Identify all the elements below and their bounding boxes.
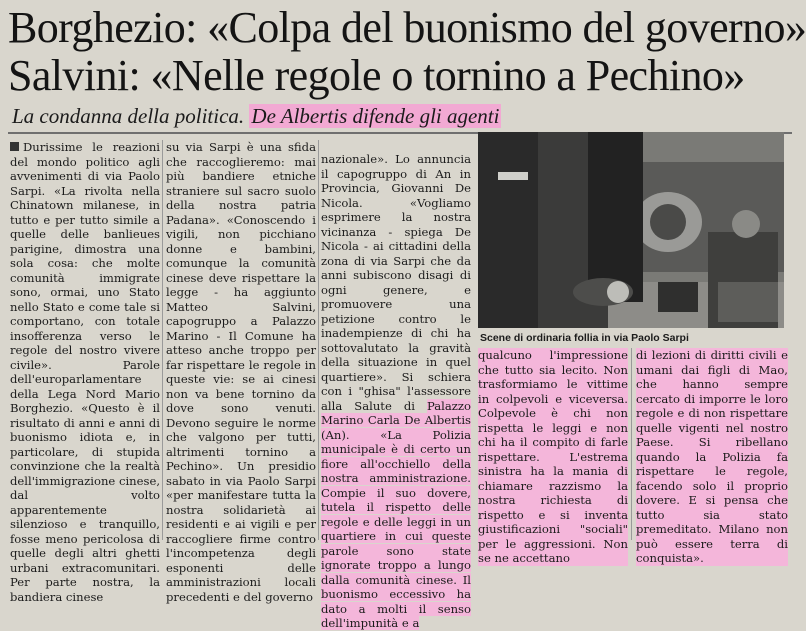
photo-caption: Scene di ordinaria follia in via Paolo Sarpi: [480, 332, 689, 344]
police-scene-image: [478, 132, 784, 328]
column-3-text: nazionale». Lo annuncia il capogruppo di An in Provincia, Giovanni De Nicola. «Vogliamo esprimere la nostra vicinanza - spiega De Nicola - ai cittadini della zona di via Sarpi che da anni subiscono disagi di ogni genere, e promuovere una petizione contro le inadempienze di chi ha sottovalutato la gravità della situazione in quel quartiere». Si schiera con i "ghisa" l'assessore alla Salute di: [321, 152, 471, 413]
column-3-highlighted-text: Palazzo Marino Carla De Albertis (An). «La Polizia municipale è di certo un fiore all'occhiello della nostra amministrazione. Compie il suo dovere, tutela il rispetto delle regole e delle leggi in un quartiere in cui queste parole sono state ignorate troppo a lungo dalla comunità cinese. Il buonismo eccessivo ha dato a molti il senso dell'impunità e a: [321, 398, 471, 630]
column-divider: [631, 348, 632, 540]
subtitle-part-2-highlighted: De Albertis difende gli agenti: [251, 104, 500, 128]
column-5-highlighted-text: di lezioni di diritti civili e umani dai figli di Mao, che hanno sempre cercato di imporre le loro regole e di non rispettare quelle vigenti nel nostro Paese. Si ribellano quando la Polizia fa rispettare le regole, facendo solo il proprio dovere. E si pensa che tutto sia stato premeditato. Milano non può essere terra di conquista».: [636, 348, 788, 565]
article-column-4: [478, 348, 628, 565]
subtitle-part-1: La condanna della politica.: [12, 104, 245, 128]
article-column-1: [10, 140, 160, 604]
column-divider: [162, 140, 163, 540]
column-1-text: Durissime le reazioni del mondo politico agli avvenimenti di via Paolo Sarpi. «La rivolta nella Chinatown milanese, in tutto e per tutto simile a quelle delle banlieues parigine, dimostra una sola cosa: che molte comunità immigrate sono, ormai, uno Stato nello Stato e come tale si comportano, con totale insofferenza verso le regole del nostro vivere civile». Parole dell'europarlamentare della Lega Nord Mario Borghezio. «Questo è il risultato di anni e anni di buonismo idiota e, in particolare, di stupida convinzione che la realtà dell'immigrazione cinese, dal volto apparentemente silenzioso e tranquillo, fosse meno pericolosa di quelle degli altri ghetti urbani extracomunitari. Per parte nostra, la bandiera cinese: [10, 140, 160, 604]
article-column-2: [166, 140, 316, 604]
news-photo: [478, 132, 784, 328]
column-divider: [318, 140, 319, 540]
column-4-highlighted-text: qualcuno l'impressione che tutto sia lecito. Non trasformiamo le vittime in colpevoli e viceversa. Colpevole è chi non rispetta le leggi e non chi ha il compito di farle rispettare. L'estrema sinistra ha la mania di chiamare razzismo la nostra richiesta di rispetto e si inventa giustificazioni "sociali" per le aggressioni. Non se ne accettano: [478, 348, 628, 565]
article-start-marker: [10, 142, 19, 151]
headline-line-2: Salvini: «Nelle regole o tornino a Pechino»: [8, 51, 745, 100]
subtitle: [12, 103, 501, 129]
article-column-3: [321, 152, 471, 630]
column-2-text: su via Sarpi è una sfida che raccoglieremo: mai più bandiere etniche straniere sul sacro suolo della nostra patria Padana». «Conoscendo i vigili, non picchiano donne e bambini, comunque la comunità cinese deve rispettare la legge - ha aggiunto Matteo Salvini, capogruppo a Palazzo Marino - Il Comune ha atteso anche troppo per far rispettare le regole in queste vie: se ai cinesi non va bene tornino da dove sono venuti. Devono seguire le norme che valgono per tutti, altrimenti tornino a Pechino». Un presidio sabato in via Paolo Sarpi «per manifestare tutta la nostra solidarietà ai residenti e ai vigili e per raccogliere firme contro l'incompetenza degli esponenti delle amministrazioni locali precedenti e del governo: [166, 140, 316, 604]
article-column-5: [636, 348, 788, 565]
headline-line-1: Borghezio: «Colpa del buonismo del governo»: [8, 3, 806, 52]
